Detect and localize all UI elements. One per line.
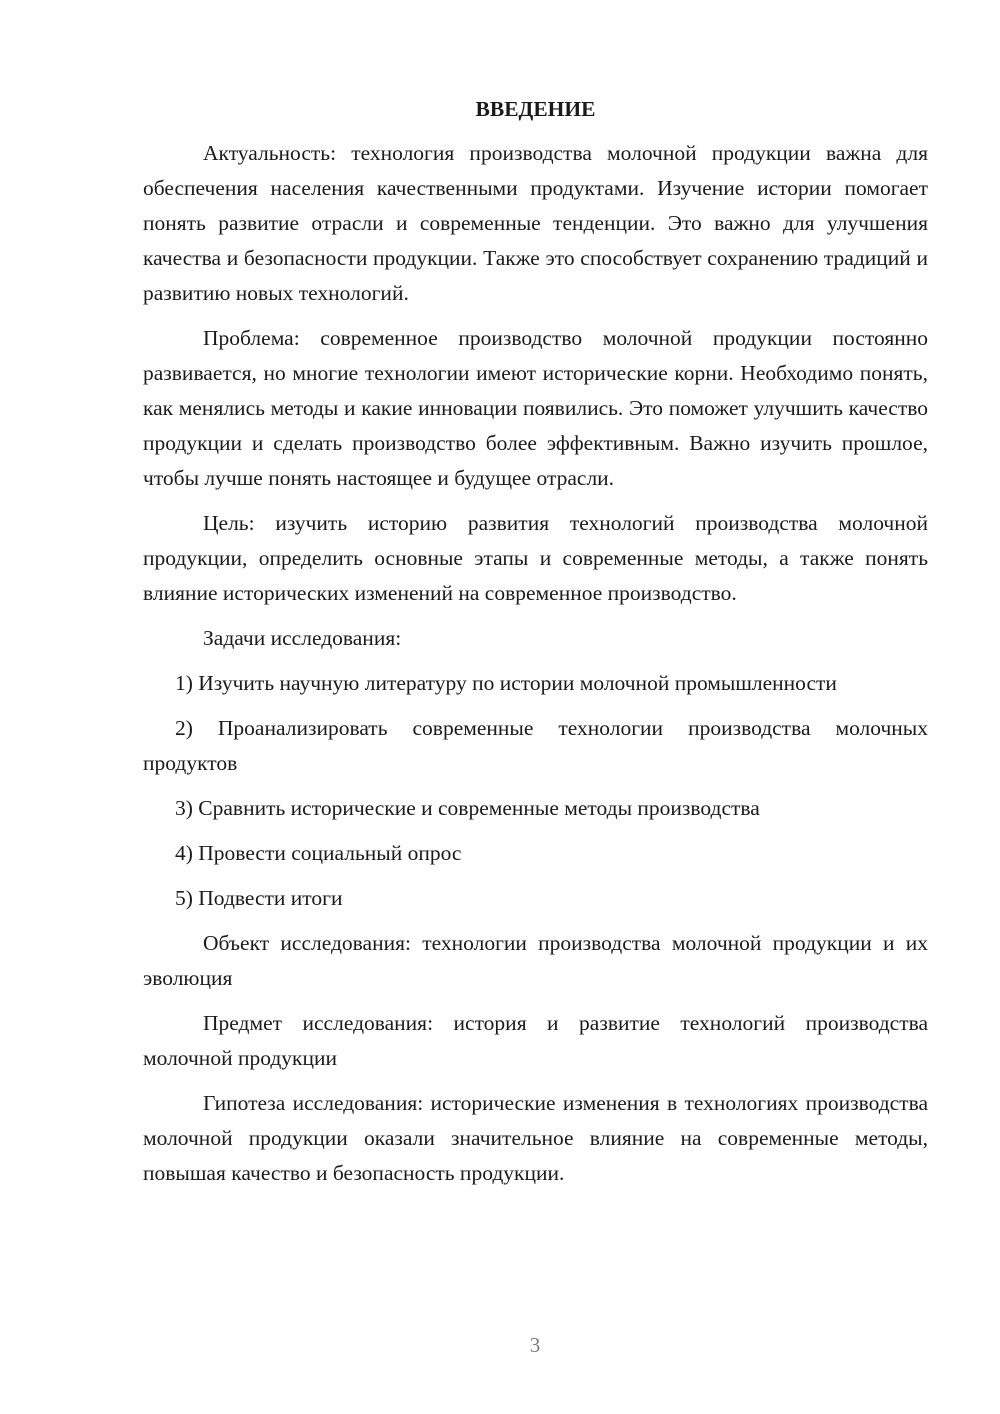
page-title: ВВЕДЕНИЕ (475, 97, 596, 121)
tasks-title: Задачи исследования: (203, 626, 402, 650)
subject-paragraph: Предмет исследования: история и развитие технологий производства молочной продукции (143, 1011, 928, 1070)
task-item-2: 2) Проанализировать современные технологии производства молочных продуктов (143, 716, 928, 775)
problem-paragraph: Проблема: современное производство молочной продукции постоянно развивается, но многие технологии имеют исторические корни. Необходимо понять, как менялись методы и какие инновации появились. Это поможет улучшить качество продукции и сделать производство более эффективным. Важно изучить прошлое, чтобы лучше понять настоящее и будущее отрасли. (143, 326, 928, 490)
document-page (143, 92, 928, 1201)
goal-paragraph: Цель: изучить историю развития технологий производства молочной продукции, определить основные этапы и современные методы, а также понять влияние исторических изменений на современное производство. (143, 511, 928, 605)
task-item-3: 3) Сравнить исторические и современные методы производства (175, 796, 760, 820)
task-item-1: 1) Изучить научную литературу по истории молочной промышленности (175, 671, 837, 695)
task-item-5: 5) Подвести итоги (175, 886, 343, 910)
relevance-paragraph: Актуальность: технология производства молочной продукции важна для обеспечения населения качественными продуктами. Изучение истории помогает понять развитие отрасли и современные тенденции. Это важно для улучшения качества и безопасности продукции. Также это способствует сохранению традиций и развитию новых технологий. (143, 141, 928, 305)
object-paragraph: Объект исследования: технологии производства молочной продукции и их эволюция (143, 931, 928, 990)
hypothesis-paragraph: Гипотеза исследования: исторические изменения в технологиях производства молочной продукции оказали значительное влияние на современные методы, повышая качество и безопасность продукции. (143, 1091, 928, 1185)
page-number: 3 (529, 1333, 541, 1357)
task-item-4: 4) Провести социальный опрос (175, 841, 462, 865)
